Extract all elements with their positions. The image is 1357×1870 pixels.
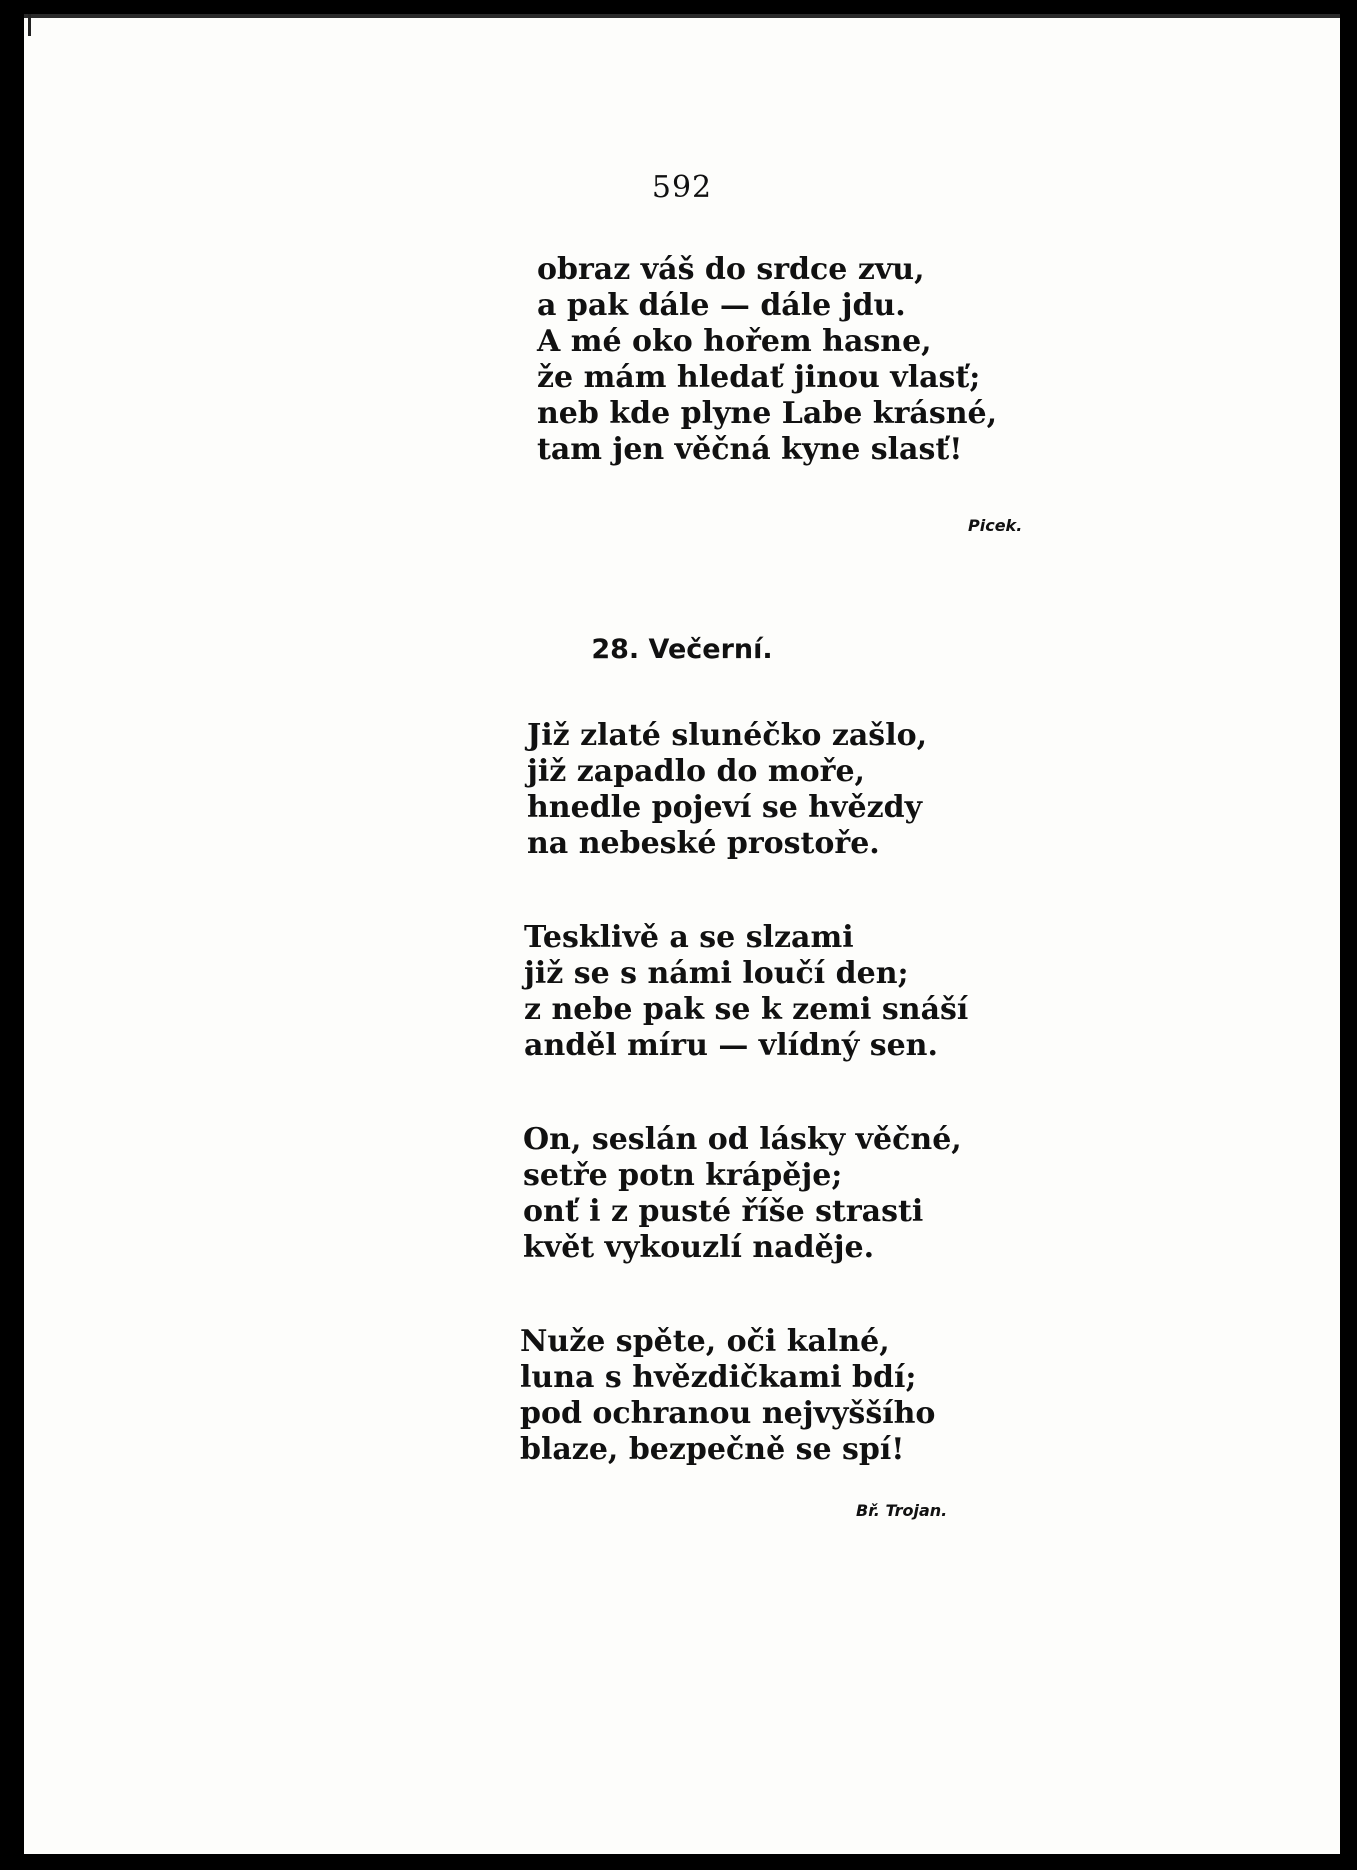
- verse-line: hnedle pojeví se hvězdy: [527, 790, 923, 825]
- verse-line: luna s hvězdičkami bdí;: [520, 1360, 917, 1395]
- left-edge-mark: [28, 14, 31, 36]
- page-number: 592: [651, 170, 713, 205]
- verse-line: neb kde plyne Labe krásné,: [537, 396, 998, 431]
- verse-line: Tesklivě a se slzami: [524, 920, 854, 955]
- verse-line: na nebeské prostoře.: [527, 826, 880, 861]
- verse-line: onť i z pusté říše strasti: [523, 1194, 924, 1229]
- poem-stanza-4: [520, 1324, 935, 1468]
- verse-line: z nebe pak se k zemi snáší: [524, 992, 969, 1027]
- fragment-stanza: [537, 252, 997, 468]
- book-page: [24, 14, 1340, 1854]
- verse-line: již zapadlo do moře,: [527, 754, 865, 789]
- poem-signature: Bř. Trojan.: [856, 1501, 948, 1520]
- poem-title: 28. Večerní.: [591, 634, 773, 665]
- verse-line: květ vykouzlí naděje.: [523, 1230, 875, 1265]
- verse-line: tam jen věčná kyne slasť!: [537, 432, 963, 467]
- verse-line: obraz váš do srdce zvu,: [537, 252, 925, 287]
- fragment-signature: Picek.: [968, 516, 1023, 535]
- verse-line: anděl míru — vlídný sen.: [524, 1028, 938, 1063]
- verse-line: setře potn krápěje;: [523, 1158, 843, 1193]
- verse-line: a pak dále — dále jdu.: [537, 288, 906, 323]
- verse-line: Nuže spěte, oči kalné,: [520, 1324, 890, 1359]
- poem-stanza-3: [523, 1122, 962, 1266]
- verse-line: Již zlaté slunéčko zašlo,: [527, 718, 928, 753]
- verse-line: již se s námi loučí den;: [524, 956, 909, 991]
- top-border-rule: [24, 14, 1340, 18]
- verse-line: pod ochranou nejvyššího: [520, 1396, 936, 1431]
- poem-stanza-1: [527, 718, 927, 862]
- verse-line: A mé oko hořem hasne,: [537, 324, 932, 359]
- poem-stanza-2: [524, 920, 968, 1064]
- verse-line: že mám hledať jinou vlasť;: [537, 360, 981, 395]
- verse-line: blaze, bezpečně se spí!: [520, 1432, 905, 1467]
- verse-line: On, seslán od lásky věčné,: [523, 1122, 962, 1157]
